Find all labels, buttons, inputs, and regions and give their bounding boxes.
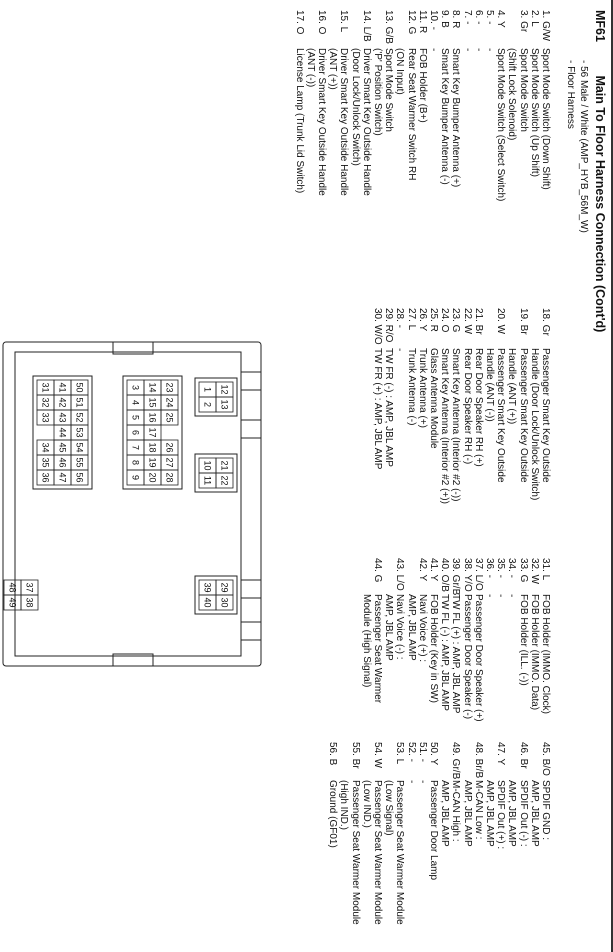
pin-row	[473, 558, 484, 758]
pin-label: 8	[130, 459, 141, 466]
pin-row	[361, 10, 372, 300]
pin-number: 37. L/O	[472, 558, 484, 591]
pin-row	[394, 558, 405, 758]
pin-number	[506, 742, 517, 780]
pin-number: 11. R	[416, 10, 428, 34]
pin-number	[506, 308, 517, 348]
pin-label: 12	[219, 384, 230, 395]
pin-row	[372, 10, 383, 300]
pin-label: 26	[164, 442, 175, 453]
pin-row	[517, 10, 528, 300]
pin-label: 5	[130, 414, 141, 421]
pin-number	[361, 558, 372, 594]
pin-row	[372, 742, 383, 947]
pin-number	[361, 742, 372, 780]
pin-row	[361, 558, 372, 758]
pin-label: 53	[74, 427, 85, 438]
pin-description: -	[483, 594, 495, 598]
pin-label: 16	[147, 412, 158, 423]
pin-row	[394, 308, 405, 568]
connector-code: MF61	[593, 10, 607, 42]
pin-row	[450, 742, 461, 947]
pin-number: 15. L	[338, 10, 350, 33]
pin-row	[428, 308, 439, 568]
pin-number: 24. O	[439, 308, 451, 333]
pin-description: FOB Holder (IMMO. Data)	[528, 594, 540, 711]
pin-label: 33	[40, 412, 51, 423]
pin-number	[484, 308, 495, 348]
pin-row	[461, 10, 472, 300]
pin-row	[439, 558, 450, 758]
pin-label: 7	[130, 444, 141, 451]
pin-row	[461, 742, 472, 947]
pin-label: 4	[130, 399, 141, 406]
pin-list-column-3	[361, 558, 551, 758]
pin-description: Navi Voice (+) :	[416, 594, 428, 663]
pin-number: 54. W	[371, 742, 383, 769]
pin-number: 49. Gr/B	[450, 742, 462, 780]
pin-number: 46. Br	[517, 742, 529, 769]
pin-number	[506, 10, 517, 48]
pin-label: 30	[219, 597, 230, 608]
pin-number: 30. W/O	[371, 308, 383, 345]
pin-number	[529, 308, 540, 348]
pin-label: 47	[57, 472, 68, 483]
pin-description: TW FR (+) : AMP, JBL AMP	[371, 348, 383, 470]
pin-number: 25. R	[427, 308, 439, 332]
pin-row	[372, 558, 383, 758]
pin-row	[338, 10, 349, 300]
pin-row	[405, 742, 416, 947]
pin-description: Passenger Seat Warmer Module	[371, 780, 383, 925]
pin-description: Ground (GF01)	[327, 780, 339, 848]
pin-number	[484, 742, 495, 780]
pin-row	[473, 308, 484, 568]
pin-number: 55. Br	[349, 742, 361, 769]
pin-row	[484, 308, 495, 568]
pin-number: 34. -	[506, 558, 518, 579]
pin-label: 43	[57, 412, 68, 423]
pin-number: 13. G/B	[383, 10, 395, 44]
pin-row	[506, 10, 517, 300]
pin-description: Sport Mode Switch	[517, 48, 529, 132]
pin-description: -	[427, 48, 439, 52]
pin-label: 52	[74, 412, 85, 423]
pin-description: Passenger Door Lamp	[427, 780, 439, 881]
pin-number: 9. B	[439, 10, 451, 28]
pin-number: 8. R	[450, 10, 462, 29]
pin-number: 50. Y	[427, 742, 439, 766]
pin-description: Passenger Seat Warmer Module	[394, 780, 406, 925]
pin-description: TW FR (-) : AMP, JBL AMP	[383, 348, 395, 467]
pin-description: AMP, JBL AMP	[405, 594, 417, 661]
pin-row	[405, 308, 416, 568]
pin-row	[450, 10, 461, 300]
pin-description: Passenger Smart Key Outside	[517, 348, 529, 483]
pin-label: 6	[130, 429, 141, 436]
pin-number	[327, 10, 338, 48]
pin-number: 2. L	[528, 10, 540, 27]
pin-label: 42	[57, 397, 68, 408]
title-text: Main To Floor Harness Connection (Cont'd)	[593, 75, 607, 333]
pin-description: Sport Mode Switch (Up Shift)	[528, 48, 540, 177]
pin-label: 1	[202, 386, 213, 393]
latch-tab	[241, 580, 261, 598]
pin-description: Smart Key Antenna (Interior #2 (-))	[450, 348, 462, 502]
pin-label: 48	[7, 582, 18, 593]
pin-description: License Lamp (Trunk Lid Switch)	[293, 48, 305, 194]
pin-description: ('P' Position Switch)	[371, 48, 383, 136]
pin-row	[383, 308, 394, 568]
pin-row	[540, 10, 551, 300]
pin-number	[529, 742, 540, 780]
pin-label: 17	[147, 427, 158, 438]
pin-number	[383, 742, 394, 780]
pin-row	[417, 308, 428, 568]
pin-label: 19	[147, 457, 158, 468]
pin-description: -	[394, 348, 406, 352]
pin-number: 41. Y	[427, 558, 439, 582]
pin-row	[428, 558, 439, 758]
pin-number: 23. G	[450, 308, 462, 333]
pin-label: 2	[202, 401, 213, 408]
pin-description: Passenger Smart Key Outside	[495, 348, 507, 483]
pin-label: 25	[164, 412, 175, 423]
pin-label: 21	[219, 460, 230, 471]
pin-label: 22	[219, 475, 230, 486]
pin-number: 5. -	[483, 10, 495, 25]
pin-label: 51	[74, 397, 85, 408]
pin-row	[517, 308, 528, 568]
pin-description: Passenger Door Speaker (+)	[472, 594, 484, 722]
pin-number: 16. O	[315, 10, 327, 35]
pin-label: 20	[147, 472, 158, 483]
pin-row	[439, 308, 450, 568]
pin-number	[394, 10, 405, 48]
pin-row	[529, 558, 540, 758]
pin-description: Handle (ANT (-))	[483, 348, 495, 422]
pin-number	[383, 558, 394, 594]
pin-number	[305, 10, 316, 48]
pin-label: 41	[57, 382, 68, 393]
pin-description: Trunk Antenna (+)	[416, 348, 428, 428]
pin-description: -	[461, 48, 473, 52]
pin-number: 53. L	[394, 742, 406, 765]
pin-row	[495, 742, 506, 947]
latch-tab	[241, 420, 261, 438]
pin-row	[506, 558, 517, 758]
pin-label: 44	[57, 427, 68, 438]
pin-number: 22. W	[461, 308, 473, 335]
pin-description: (Low IND.)	[360, 780, 372, 828]
pin-row	[540, 558, 551, 758]
pin-row	[327, 742, 338, 947]
pin-label: 27	[164, 457, 175, 468]
pin-number: 1. G/W	[540, 10, 551, 42]
section-title	[593, 10, 607, 332]
pin-row	[417, 10, 428, 300]
pin-row	[316, 10, 327, 300]
pin-label: 34	[40, 442, 51, 453]
pin-row	[383, 742, 394, 947]
pin-number	[461, 742, 472, 780]
pin-description: Rear Seat Warmer Switch RH	[405, 48, 417, 181]
pin-number: 17. O	[293, 10, 305, 35]
pin-description: -	[495, 594, 507, 598]
pin-label: 50	[74, 382, 85, 393]
pin-description: FOB Holder (ILL. (-))	[517, 594, 529, 686]
pin-row	[305, 10, 316, 300]
pin-number: 14. L/B	[360, 10, 372, 42]
pin-description: TW FL (-) : AMP, JBL AMP	[439, 594, 451, 711]
pin-number: 21. Br	[472, 308, 484, 335]
pin-label: 55	[74, 457, 85, 468]
pin-label: 37	[24, 582, 35, 593]
pin-number	[439, 742, 450, 780]
pin-label: 39	[202, 582, 213, 593]
pin-description: Passenger Smart Key Outside	[540, 348, 551, 483]
subtitle-harness: - Floor Harness	[565, 60, 576, 129]
pin-description: AMP, JBL AMP	[528, 780, 540, 847]
pin-row	[473, 742, 484, 947]
pin-row	[428, 10, 439, 300]
pin-row	[484, 10, 495, 300]
pin-number: 51. -	[416, 742, 428, 763]
pin-description: -	[405, 780, 417, 784]
pin-label: 40	[202, 597, 213, 608]
pin-row	[484, 558, 495, 758]
pin-description: SPDIF GND :	[540, 780, 551, 841]
pin-description: Driver Smart Key Outside Handle	[360, 48, 372, 196]
pin-description: FOB Holder (Key in SW)	[427, 594, 439, 703]
pin-number	[349, 10, 360, 48]
pin-description: Navi Voice (-) :	[394, 594, 406, 660]
pin-label: 32	[40, 397, 51, 408]
connector-svg	[0, 340, 263, 670]
pin-number: 33. G	[517, 558, 529, 583]
pin-row	[327, 10, 338, 300]
pin-description: (ANT (-))	[304, 48, 316, 88]
pin-label: 46	[57, 457, 68, 468]
pin-number: 44. G	[371, 558, 383, 583]
pin-number: 38. Y/O	[461, 558, 473, 592]
pin-description: -	[483, 48, 495, 52]
pin-description: AMP, JBL AMP	[461, 780, 473, 847]
pin-label: 29	[219, 582, 230, 593]
pin-row	[540, 742, 551, 947]
pin-number: 39. Gr/B	[450, 558, 462, 596]
pin-description: AMP, JBL AMP	[483, 780, 495, 847]
pin-row	[517, 742, 528, 947]
pin-number: 26. Y	[416, 308, 428, 332]
pin-number: 12. G	[405, 10, 417, 35]
pin-row	[405, 10, 416, 300]
pin-description: Sport Mode Switch (Down Shift)	[540, 48, 551, 190]
pin-number: 6. -	[472, 10, 484, 25]
pin-number: 31. L	[540, 558, 551, 581]
pin-list-column-4	[327, 742, 551, 947]
pin-number: 56. B	[327, 742, 339, 766]
pin-row	[394, 10, 405, 300]
pin-description: AMP, JBL AMP	[383, 594, 395, 661]
pin-row	[417, 742, 428, 947]
pin-number: 7. -	[461, 10, 473, 25]
pin-number: 27. L	[405, 308, 417, 331]
pin-description: Driver Smart Key Outside Handle	[338, 48, 350, 196]
pin-description: Sport Mode Switch (Select Switch)	[495, 48, 507, 202]
pin-number: 19. Br	[517, 308, 529, 335]
pin-description: SPDIF Out (-) :	[517, 780, 529, 847]
pin-description: (Shift Lock Solenoid)	[506, 48, 518, 141]
pin-description: -	[472, 48, 484, 52]
pin-label: 31	[40, 382, 51, 393]
pin-description: SPDIF Out (+) :	[495, 780, 507, 850]
pin-row	[529, 742, 540, 947]
pin-description: Driver Smart Key Outside Handle	[315, 48, 327, 196]
pin-label: 23	[164, 382, 175, 393]
pin-number: 43. L/O	[394, 558, 406, 591]
pin-row	[461, 308, 472, 568]
pin-label: 11	[202, 475, 213, 486]
pin-number: 35. -	[495, 558, 507, 579]
pin-list-column-1	[293, 10, 551, 300]
pin-label: 54	[74, 442, 85, 453]
pin-label: 38	[24, 597, 35, 608]
pin-description: Passenger Seat Warmer	[371, 594, 383, 704]
pin-description: Sport Mode Switch	[383, 48, 395, 132]
pin-label: 49	[7, 597, 18, 608]
pin-description: FOB Holder (IMMO. Clock)	[540, 594, 551, 715]
pin-number: 47. Y	[495, 742, 507, 766]
pin-list-column-2	[372, 308, 551, 568]
pin-row	[394, 742, 405, 947]
pin-description: Glass Antenna Module	[427, 348, 439, 449]
pin-description: AMP, JBL AMP	[506, 780, 518, 847]
connector-diagram	[0, 340, 263, 670]
pin-number: 52. -	[405, 742, 417, 763]
pin-number: 20. W	[495, 308, 507, 335]
pin-row	[338, 742, 349, 947]
pin-description: -	[506, 594, 518, 598]
pin-label: 10	[202, 460, 213, 471]
pin-number: 32. W	[528, 558, 540, 585]
pin-description: Smart Key Bumper Antenna (+)	[450, 48, 462, 188]
pin-description: M-CAN Low :	[472, 780, 484, 840]
pin-row	[405, 558, 416, 758]
pin-row	[439, 742, 450, 947]
pin-row	[529, 10, 540, 300]
pin-row	[349, 742, 360, 947]
pin-label: 35	[40, 457, 51, 468]
pin-label: 18	[147, 442, 158, 453]
pin-row	[540, 308, 551, 568]
pin-label: 56	[74, 472, 85, 483]
pin-row	[428, 742, 439, 947]
pin-row	[506, 308, 517, 568]
pin-number: 29. R/O	[383, 308, 395, 343]
pin-label: 28	[164, 472, 175, 483]
pin-description: Rear Door Speaker RH (+)	[472, 348, 484, 467]
pin-description: AMP, JBL AMP	[439, 780, 451, 847]
pin-row	[349, 10, 360, 300]
pin-description: Handle (Door Lock/Unlock Switch)	[528, 348, 540, 501]
pin-description: Rear Door Speaker RH (-)	[461, 348, 473, 465]
pin-number: 48. Br/B	[472, 742, 484, 779]
pin-description: Handle (ANT (+))	[506, 348, 518, 425]
pin-label: 3	[130, 384, 141, 391]
pin-row	[529, 308, 540, 568]
pin-row	[495, 308, 506, 568]
pin-number: 40. O/B	[439, 558, 451, 592]
pin-label: 9	[130, 474, 141, 481]
pin-description: (High IND.)	[338, 780, 350, 831]
pin-row	[461, 558, 472, 758]
pin-number: 28. -	[394, 308, 406, 329]
pin-number: 45. B/O	[540, 742, 551, 776]
pin-description: FOB Holder (B+)	[416, 48, 428, 123]
pin-row	[417, 558, 428, 758]
pin-description: TW FL (+) : AMP, JBL AMP	[450, 594, 462, 714]
pin-description: -	[416, 780, 428, 784]
subtitle-connector-type: - 56 Male / White (AMP_HYB_56M_W)	[578, 60, 589, 233]
pin-row	[473, 10, 484, 300]
pin-description: Smart Key Bumper Antenna (-)	[439, 48, 451, 185]
pin-row	[484, 742, 495, 947]
pin-number: 36. -	[483, 558, 495, 579]
pin-row	[450, 308, 461, 568]
pin-row	[495, 558, 506, 758]
pin-label: 15	[147, 397, 158, 408]
pin-label: 45	[57, 442, 68, 453]
pin-description: (Door Lock/Unlock Switch)	[349, 48, 361, 166]
pin-label: 36	[40, 472, 51, 483]
pin-number: 4. Y	[495, 10, 507, 28]
pin-description: Trunk Antenna (-)	[405, 348, 417, 426]
pin-row	[506, 742, 517, 947]
pin-description: Passenger Door Speaker (-)	[461, 594, 473, 720]
pin-number: 18. Gr	[540, 308, 551, 336]
pin-row	[439, 10, 450, 300]
pin-row	[450, 558, 461, 758]
pin-description: M-CAN High :	[450, 780, 462, 842]
pin-row	[383, 10, 394, 300]
latch-tab	[241, 622, 261, 640]
pin-number	[372, 10, 383, 48]
pin-description: (ON Input)	[394, 48, 406, 95]
pin-description: (ANT (+))	[327, 48, 339, 90]
pin-number	[405, 558, 416, 594]
pin-row	[372, 308, 383, 568]
pin-description: (Low Signal)	[383, 780, 395, 836]
pin-number: 3. Gr	[517, 10, 529, 33]
pin-row	[517, 558, 528, 758]
pin-row	[495, 10, 506, 300]
pin-description: Passenger Seat Warmer Module	[349, 780, 361, 925]
pin-number: 10. -	[427, 10, 439, 31]
pin-label: 24	[164, 397, 175, 408]
latch-tab	[241, 372, 261, 390]
pin-label: 13	[219, 399, 230, 410]
pin-description: Module (High Signal)	[360, 594, 372, 688]
pin-row	[293, 10, 304, 300]
pin-description: Smart Key Antenna (Interior #2 (+))	[439, 348, 451, 504]
pin-label: 14	[147, 382, 158, 393]
pin-row	[383, 558, 394, 758]
pin-row	[361, 742, 372, 947]
pin-number	[338, 742, 349, 780]
pin-number: 42. Y	[416, 558, 428, 582]
